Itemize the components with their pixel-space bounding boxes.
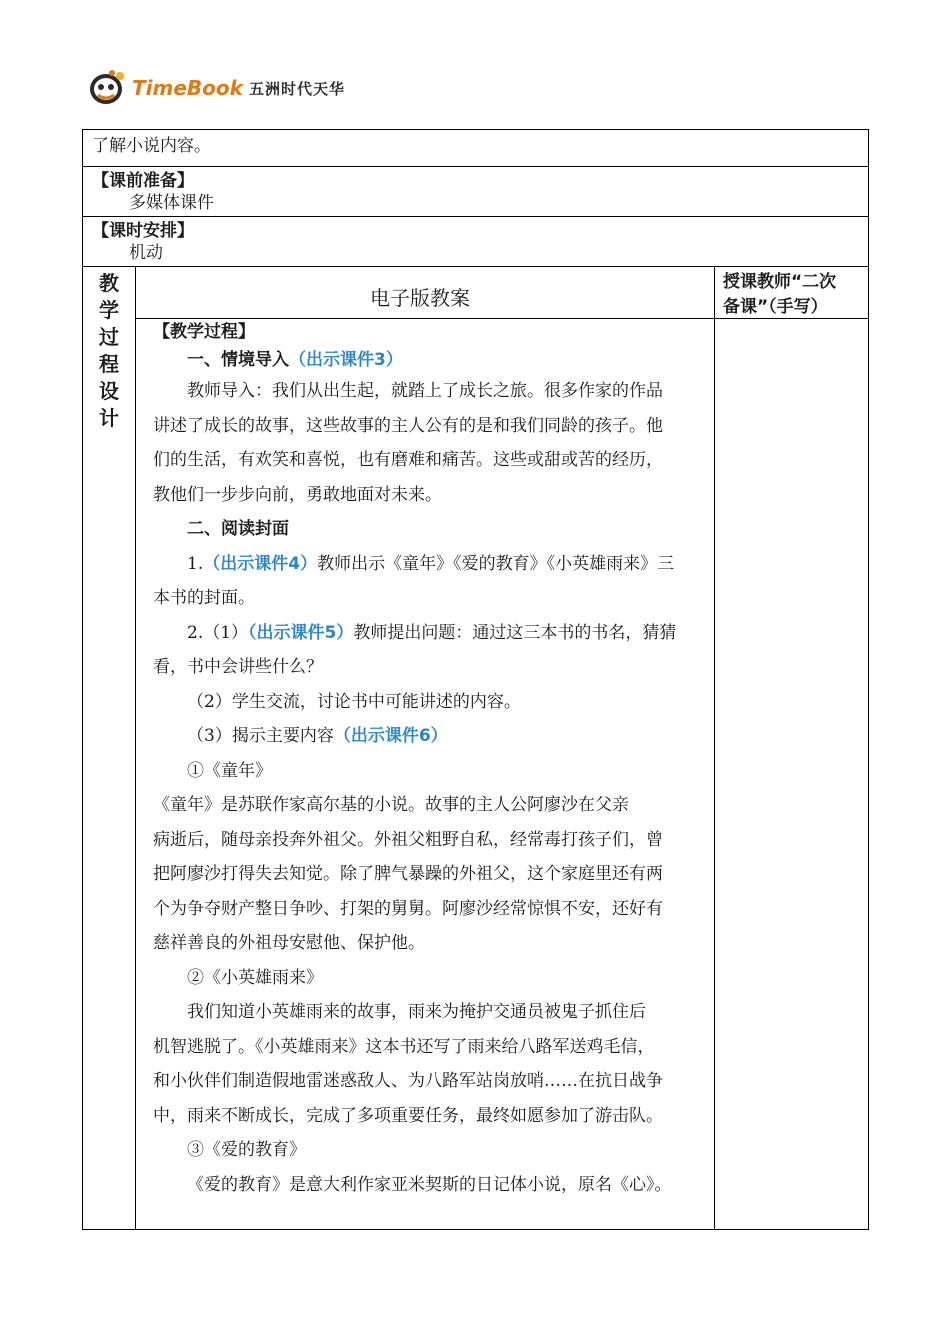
objective-row	[83, 130, 868, 167]
paragraph-line: 中，雨来不断成长，完成了多项重要任务，最终如愿参加了游击队。	[153, 1105, 663, 1126]
paragraph-line: 《爱的教育》是意大利作家亚米契斯的日记体小说，原名《心》。	[187, 1174, 672, 1195]
paragraph-line: 本书的封面。	[153, 588, 255, 608]
paragraph-line: 把阿廖沙打得失去知觉。除了脾气暴躁的外祖父，这个家庭里还有两	[153, 864, 663, 884]
section-2-heading: 二、阅读封面	[187, 519, 289, 539]
timebook-logo-icon	[88, 69, 128, 107]
schedule-value: 机动	[129, 243, 163, 263]
prep-value: 多媒体课件	[129, 193, 214, 213]
brand-name-cn: 五洲时代天华	[248, 79, 345, 98]
lesson-content	[145, 318, 710, 1202]
section-1-heading: 一、情境导入（出示课件3）	[187, 350, 403, 370]
paragraph-line: 们的生活，有欢笑和喜悦，也有磨难和痛苦。这些或甜或苦的经历，	[153, 450, 663, 470]
prep-label: 【课前准备】	[92, 171, 194, 191]
paragraph-line: 机智逃脱了。《小英雄雨来》这本书还写了雨来给八路军送鸡毛信，	[153, 1036, 655, 1057]
paragraph-line: 和小伙伴们制造假地雷迷惑敌人、为八路军站岗放哨……在抗日战争	[153, 1071, 663, 1091]
book-2-title: ②《小英雄雨来》	[187, 967, 323, 988]
paragraph-line: 看，书中会讲些什么？	[153, 657, 323, 677]
paragraph-line: 病逝后，随母亲投奔外祖父。外祖父粗野自私，经常毒打孩子们，曾	[153, 829, 663, 850]
book-1-title: ①《童年》	[187, 760, 272, 781]
schedule-row	[83, 217, 868, 267]
column-divider-2	[714, 267, 715, 1229]
lesson-plan-table	[82, 129, 869, 1230]
paragraph-line: 慈祥善良的外祖母安慰他、保护他。	[153, 933, 425, 953]
item-2b: （2）学生交流，讨论书中可能讲述的内容。	[187, 691, 521, 712]
paragraph-line: 《童年》是苏联作家高尔基的小说。故事的主人公阿廖沙在父亲	[153, 795, 629, 815]
schedule-label: 【课时安排】	[92, 221, 194, 241]
item-2: 2.（1）（出示课件5）教师提出问题：通过这三本书的书名，猜猜	[187, 622, 677, 643]
item-2c: （3）揭示主要内容（出示课件6）	[187, 726, 448, 746]
brand-logo	[88, 68, 345, 108]
paragraph-line: 个为争夺财产整日争吵、打架的舅舅。阿廖沙经常惊惧不安，还好有	[153, 898, 663, 919]
process-label: 【教学过程】	[153, 322, 255, 342]
side-label: 教 学 过 程 设 计	[99, 271, 119, 430]
paragraph-line: 讲述了成长的故事，这些故事的主人公有的是和我们同龄的孩子。他	[153, 415, 663, 436]
col2-title: 电子版教案	[370, 286, 470, 310]
paragraph-line: 教师导入：我们从出生起，就踏上了成长之旅。很多作家的作品	[187, 381, 663, 401]
paragraph-line: 教他们一步步向前，勇敢地面对未来。	[153, 484, 442, 505]
prep-row	[83, 167, 868, 217]
book-3-title: ③《爱的教育》	[187, 1140, 306, 1160]
col3-title: 授课教师“二次 备课”（手写）	[723, 272, 837, 317]
item-1: 1.（出示课件4）教师出示《童年》《爱的教育》《小英雄雨来》三	[187, 553, 675, 574]
objective-text: 了解小说内容。	[92, 136, 211, 156]
brand-name: TimeBook	[132, 76, 243, 100]
column-divider-1	[135, 267, 136, 1229]
paragraph-line: 我们知道小英雄雨来的故事，雨来为掩护交通员被鬼子抓住后	[187, 1002, 646, 1022]
